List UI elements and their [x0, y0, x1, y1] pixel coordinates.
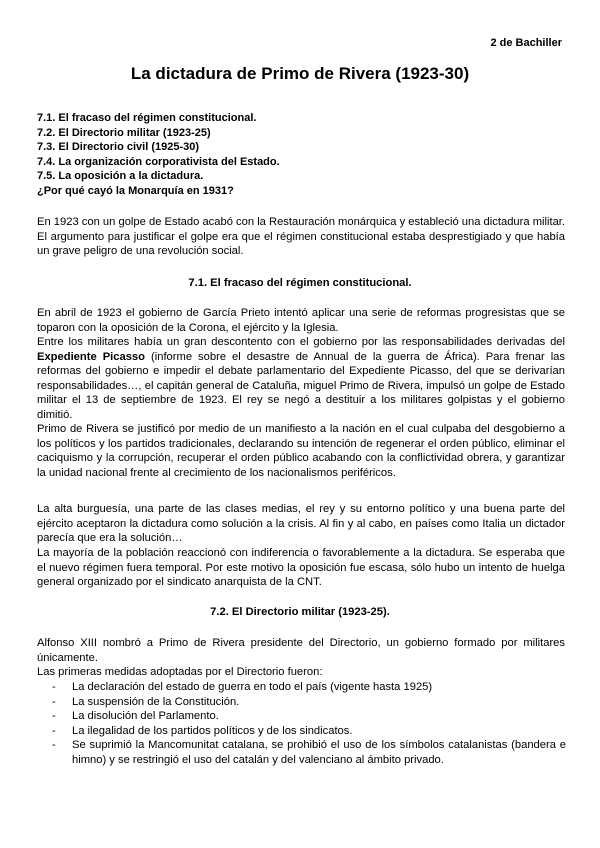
section-1-paragraph-4: La alta burguesía, una parte de las clases medias, el rey y su entorno político y una buena parte del ejército aceptaron la dictadura como solución a la crisis. Al fin y al cabo, en países como Italia un dictador parecía que era la solución… [37, 503, 565, 544]
course-label: 2 de Bachiller [490, 37, 562, 49]
table-of-contents [37, 111, 567, 199]
section-2-paragraph-2: Las primeras medidas adoptadas por el Directorio fueron: [37, 666, 323, 678]
section-1-paragraph-3: Primo de Rivera se justificó por medio de un manifiesto a la nación en el cual culpaba del desgobierno a los políticos y los partidos tradicionales, declarando su intención de regenerar el orden público, eliminar el caciquismo y la corrupción, recuperar el orden público acabando con la conflictividad obrera, y garantizar la unidad nacional frente al crecimiento de los nacionalismos periféricos. [37, 423, 565, 479]
list-item [52, 724, 566, 739]
measures-list [52, 680, 566, 767]
list-item-text: La disolución del Parlamento. [72, 710, 219, 722]
toc-item: 7.1. El fracaso del régimen constitucional. [37, 112, 257, 124]
paragraph-text: (informe sobre el desastre de Annual de la guerra de África). Para frenar las reformas del gobierno e impedir el debate parlamentario del Expediente Picasso, del que se derivarían responsabilidades…, el capitán general de Cataluña, miguel Primo de Rivera, impulsó un golpe de Estado militar el 13 de septiembre de 1923. El rey se negó a destituir a los militares golpistas y el gobierno dimitió. [37, 350, 565, 421]
toc-item: 7.3. El Directorio civil (1925-30) [37, 141, 200, 154]
section-1-paragraph-5: La mayoría de la población reaccionó con indiferencia o favorablemente a la dictadura. Se esperaba que el nuevo régimen fuera temporal. Por este motivo la oposición fue escasa, sólo hubo un intento de huelga general organizado por el sindicato anarquista de la CNT. [37, 547, 565, 588]
section-1-paragraph-1: En abril de 1923 el gobierno de García Prieto intentó aplicar una serie de reformas progresistas que se toparon con la oposición de la Corona, el ejército y la Iglesia. [37, 307, 565, 334]
list-item-text: La declaración del estado de guerra en todo el país (vigente hasta 1925) [72, 681, 433, 693]
dash-bullet: - [52, 695, 56, 708]
toc-item: 7.5. La oposición a la dictadura. [37, 170, 204, 183]
list-item [52, 680, 566, 695]
page-title: La dictadura de Primo de Rivera (1923-30) [130, 64, 470, 83]
section-2-heading: 7.2. El Directorio militar (1923-25). [210, 606, 390, 618]
toc-item: ¿Por qué cayó la Monarquía en 1931? [37, 184, 234, 197]
list-item-text: Se suprimió la Mancomunitat catalana, se prohibió el uso de los símbolos catalanistas (bandera e himno) y se restringió el uso del catalán y del valenciano al ámbito privado. [72, 739, 566, 766]
list-item [52, 738, 566, 767]
list-item-text: La ilegalidad de los partidos políticos y de los sindicatos. [72, 724, 353, 737]
paragraph-text: Entre los militares había un gran descontento con el gobierno por las responsabilidades derivadas del [37, 336, 565, 348]
section-1-heading: 7.1. El fracaso del régimen constitucional. [188, 277, 412, 289]
list-item [52, 695, 566, 710]
expediente-picasso-term: Expediente Picasso [37, 350, 145, 363]
list-item [52, 709, 566, 724]
dash-bullet: - [52, 739, 56, 751]
dash-bullet: - [52, 681, 56, 693]
section-1-paragraph-2 [37, 335, 565, 422]
intro-paragraph: En 1923 con un golpe de Estado acabó con la Restauración monárquica y estableció una dictadura militar. El argumento para justificar el golpe era que el régimen constitucional estaba desprestigiado y que había un grave peligro de una revolución social. [37, 216, 566, 257]
list-item-text: La suspensión de la Constitución. [72, 695, 240, 708]
toc-item: 7.4. La organización corporativista del Estado. [37, 155, 280, 168]
toc-item: 7.2. El Directorio militar (1923-25) [37, 126, 211, 139]
section-2-paragraph-1: Alfonso XIII nombró a Primo de Rivera presidente del Directorio, un gobierno formado por militares únicamente. [37, 637, 565, 664]
dash-bullet: - [52, 710, 56, 722]
dash-bullet: - [52, 724, 56, 737]
